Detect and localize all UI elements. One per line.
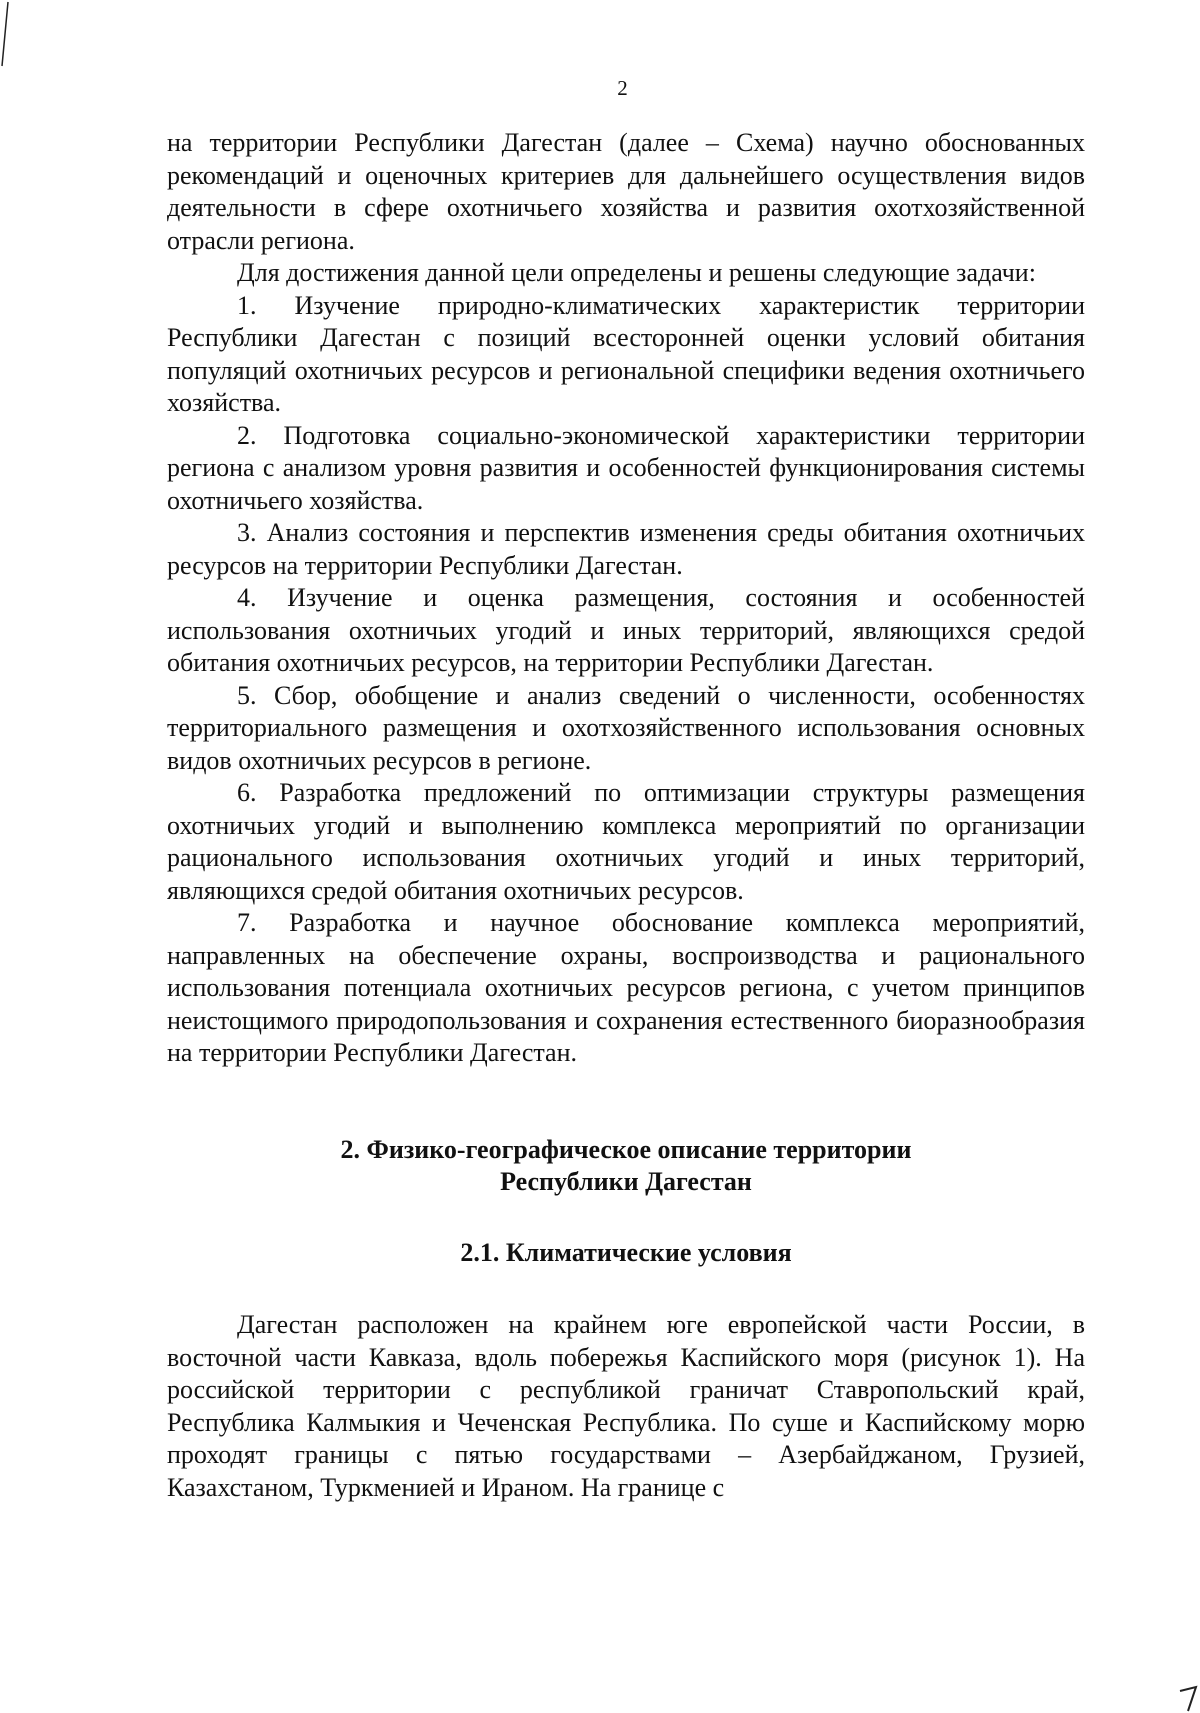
section-2-heading [167,1134,1085,1199]
task-item: 6. Разработка предложений по оптимизации структуры размещения охотничьих угодий и выполнению комплекса мероприятий по организации рационального использования охотничьих угодий и иных территорий, являющихся средой обитания охотничьих ресурсов. [167,778,1085,905]
task-item: 3. Анализ состояния и перспектив изменения среды обитания охотничьих ресурсов на территории Республики Дагестан. [167,518,1085,580]
section-2-heading-line2: Республики Дагестан [500,1167,752,1196]
intro-paragraph: на территории Республики Дагестан (далее – Схема) научно обоснованных рекомендаций и оценочных критериев для дальнейшего осуществления видов деятельности в сфере охотничьего хозяйства и развития охотхозяйственной отрасли региона. [167,128,1085,255]
task-item: 2. Подготовка социально-экономической характеристики территории региона с анализом уровня развития и особенностей функционирования системы охотничьего хозяйства. [167,420,1085,515]
section-2-1-paragraph: Дагестан расположен на крайнем юге европейской части России, в восточной части Кавказа, вдоль побережья Каспийского моря (рисунок 1). На российской территории с республикой граничат Ставропольский край, Республика Калмыкия и Чеченская Республика. По суше и Каспийскому морю проходят границы с пятью государствами – Азербайджаном, Грузией, Казахстаном, Туркменией и Ираном. На границе с [167,1310,1085,1502]
page-number: 2 [617,76,628,100]
scan-corner-mark [1176,1683,1200,1713]
task-item: 5. Сбор, обобщение и анализ сведений о численности, особенностях территориального размещения и охотхозяйственного использования основных видов охотничьих ресурсов в регионе. [167,680,1085,775]
document-body [167,127,1085,1504]
task-item: 7. Разработка и научное обоснование комплекса мероприятий, направленных на обеспечение охраны, воспроизводства и рационального использования потенциала охотничьих ресурсов региона, с учетом принципов неистощимого природопользования и сохранения естественного биоразнообразия на территории Республики Дагестан. [167,908,1085,1067]
task-item: 4. Изучение и оценка размещения, состояния и особенностей использования охотничьих угодий и иных территорий, являющихся средой обитания охотничьих ресурсов, на территории Республики Дагестан. [167,583,1085,677]
section-2-1-heading: 2.1. Климатические условия [460,1237,792,1267]
section-2-heading-line1: 2. Физико-географическое описание территории [340,1134,912,1164]
tasks-lead-paragraph: Для достижения данной цели определены и решены следующие задачи: [237,258,1036,287]
task-item: 1. Изучение природно-климатических характеристик территории Республики Дагестан с позиций всесторонней оценки условий обитания популяций охотничьих ресурсов и региональной специфики ведения охотничьего хозяйства. [167,290,1085,417]
scan-edge-mark [0,0,10,70]
